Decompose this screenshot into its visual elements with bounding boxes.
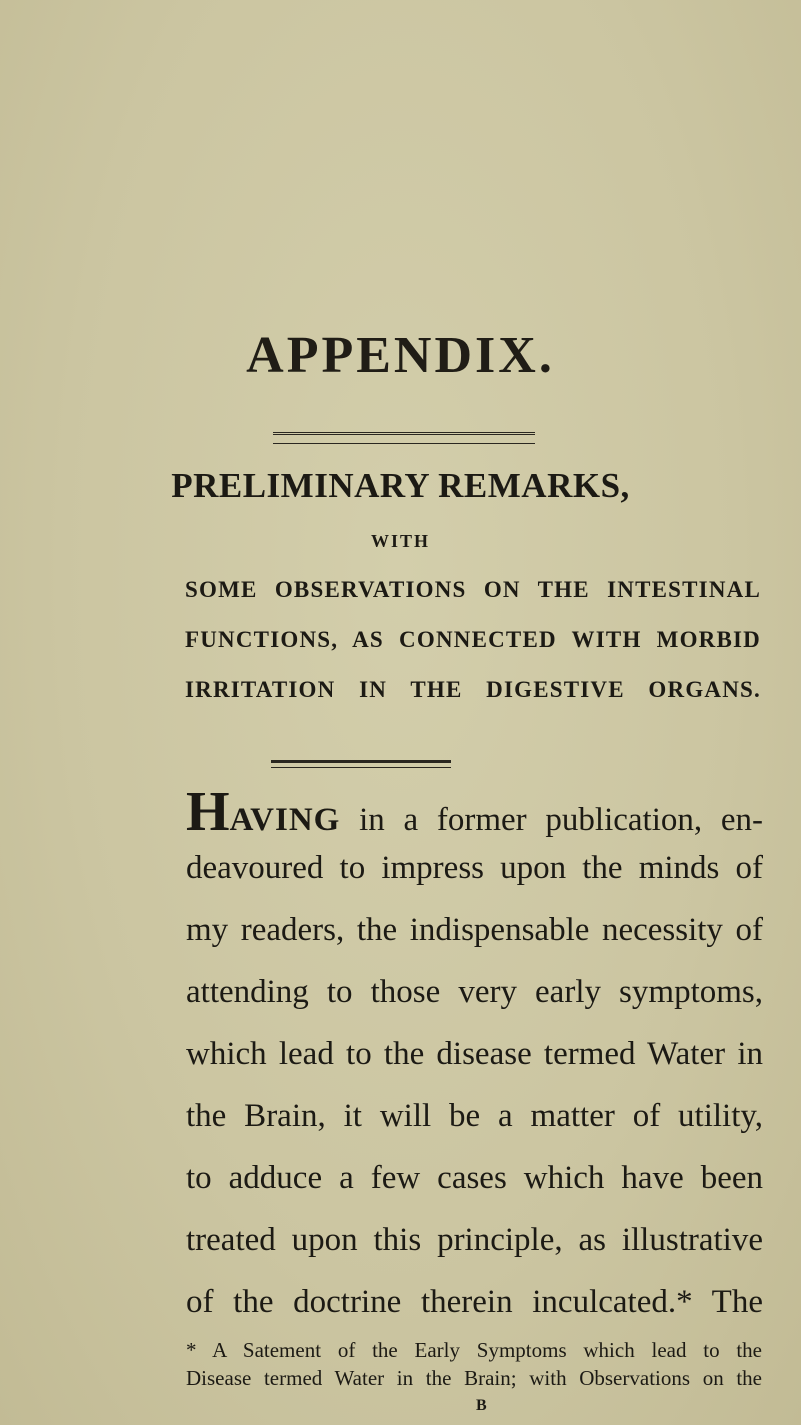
opening-word: AVING — [229, 802, 341, 838]
body-line-7: to adduce a few cases which have been — [186, 1160, 763, 1196]
subtitle-connector: WITH — [370, 531, 430, 551]
body-line-2: deavoured to impress upon the minds of — [186, 850, 763, 886]
body-line-5: which lead to the disease termed Water in — [186, 1036, 763, 1072]
body-line-1-text: in a former publication, en- — [340, 802, 763, 838]
section-subtitle: PRELIMINARY REMARKS, — [171, 466, 630, 505]
footnote-line-1: * A Satement of the Early Symptoms which lead to the — [186, 1338, 762, 1362]
body-line-1 — [186, 781, 763, 843]
body-line-3: my readers, the indispensable necessity of — [186, 912, 763, 948]
footnote-line-2: Disease termed Water in the Brain; with Observations on the — [186, 1366, 762, 1390]
body-line-8: treated upon this principle, as illustrative — [186, 1222, 763, 1258]
body-line-9: of the doctrine therein inculcated.* The — [186, 1284, 763, 1320]
page-title: APPENDIX. — [246, 327, 555, 384]
subtitle-line-1: SOME OBSERVATIONS ON THE INTESTINAL — [185, 577, 761, 602]
drop-cap: H — [186, 781, 230, 843]
body-line-4: attending to those very early symptoms, — [186, 974, 763, 1010]
signature-mark: B — [476, 1397, 487, 1414]
subtitle-line-2: FUNCTIONS, AS CONNECTED WITH MORBID — [185, 627, 761, 652]
section-divider-rule — [271, 760, 451, 763]
subtitle-line-3: IRRITATION IN THE DIGESTIVE ORGANS. — [185, 677, 761, 702]
title-divider-rule — [273, 432, 535, 438]
body-line-6: the Brain, it will be a matter of utility, — [186, 1098, 763, 1134]
